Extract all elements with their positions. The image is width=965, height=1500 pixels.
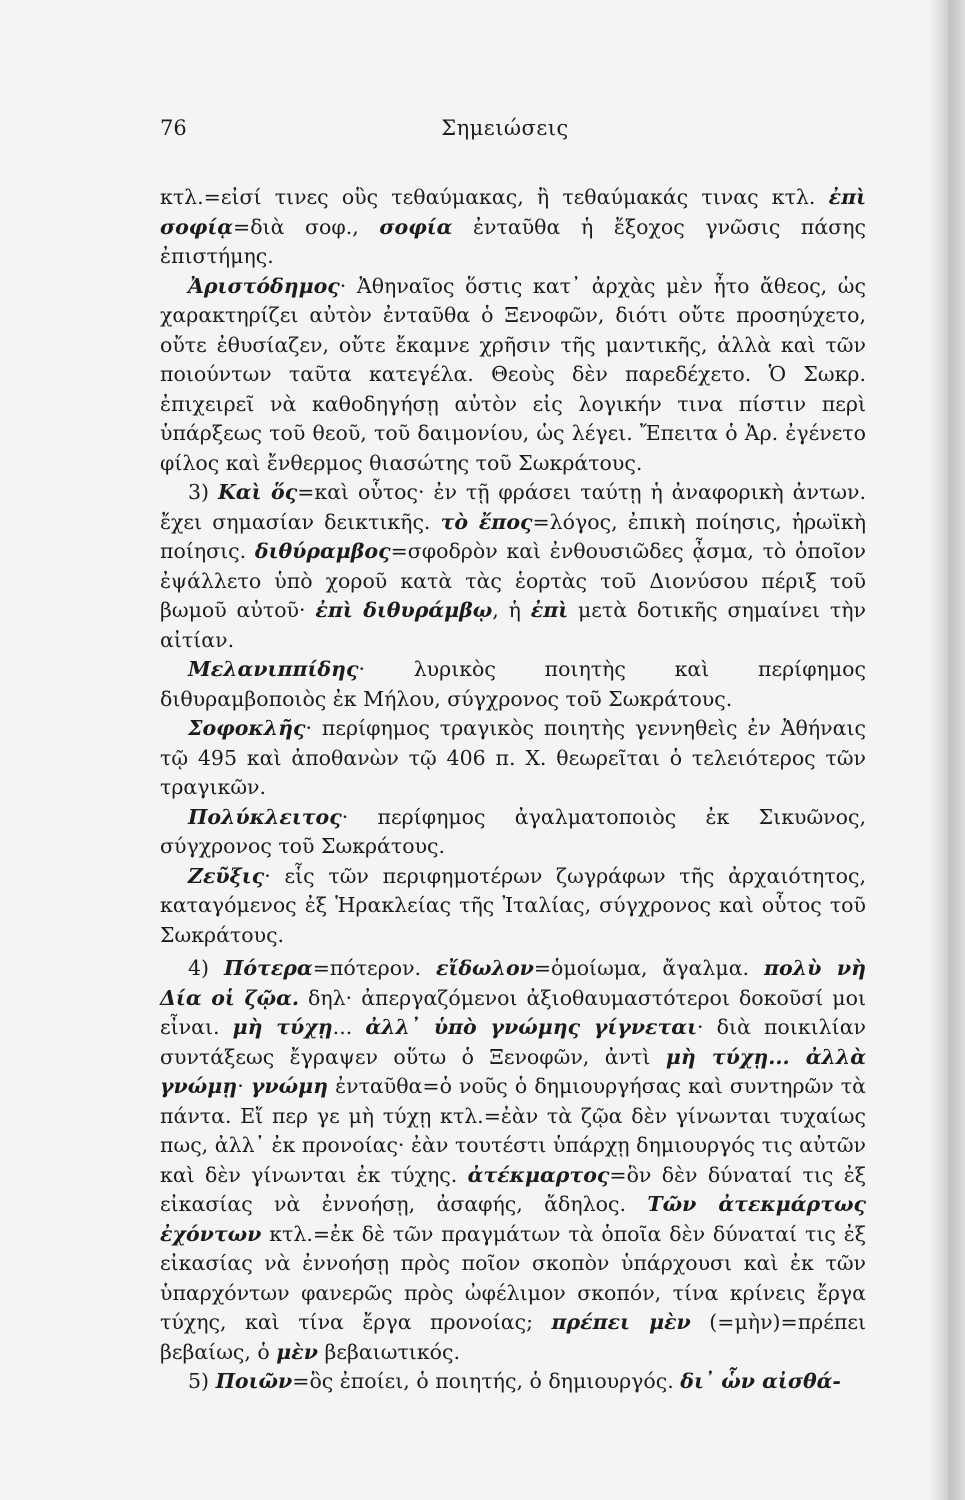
paragraph: Πολύκλειτος· περίφημος ἀγαλματοποιὸς ἐκ Σικυῶνος, σύγχρονος τοῦ Σωκράτους.	[160, 804, 866, 858]
page-number: 76	[160, 116, 187, 140]
paragraph: Ζεῦξις· εἷς τῶν περιφημοτέρων ζωγράφων τῆς ἀρχαιότητος, καταγόμενος ἐξ Ἡρακλείας τῆς Ἰταλίας, σύγχρονος καὶ οὗτος τοῦ Σωκράτους.	[160, 863, 866, 947]
paragraph: Μελανιππίδης· λυρικὸς ποιητὴς καὶ περίφημος διθυραμβοποιὸς ἐκ Μήλου, σύγχρονος τοῦ Σωκράτους.	[160, 657, 866, 711]
running-title: Σημειώσεις	[441, 116, 569, 140]
paragraph: κτλ.=εἰσί τινες οὓς τεθαύμακας, ἢ τεθαύμακάς τινας κτλ. ἐπὶ σοφίᾳ=διὰ σοφ., σοφία ἐνταῦθα ἡ ἔξοχος γνῶσις πάσης ἐπιστήμης.	[160, 185, 867, 268]
paragraph: 4) Πότερα=πότερον. εἴδωλον=ὁμοίωμα, ἄγαλμα. πολὺ νὴ Δία οἱ ζῷα. δηλ· ἀπεργαζόμενοι ἀξιοθαυμαστότεροι δοκοῦσί μοι εἶναι. μὴ τύχῃ... ἀλλ᾽ ὑπὸ γνώμης γίγνεται· διὰ ποικιλίαν συντάξεως ἔγραψεν οὕτω ὁ Ξενοφῶν, ἀντὶ μὴ τύχῃ... ἀλλὰ γνώμῃ· γνώμη ἐνταῦθα=ὁ νοῦς ὁ δημιουργήσας καὶ συντηρῶν τὰ πάντα. Εἴ περ γε μὴ τύχῃ κτλ.=ἐὰν τὰ ζῷα δὲν γίνωνται τυχαίως πως, ἀλλ᾽ ἐκ προνοίας· ἐὰν τουτέστι ὑπάρχῃ δημιουργός τις αὐτῶν καὶ δὲν γίνωνται ἐκ τύχης. ἀτέκμαρτος=ὃν δὲν δύναταί τις ἐξ εἰκασίας νὰ ἐννοήσῃ, ἀσαφής, ἄδηλος. Τῶν ἀτεκμάρτως ἐχόντων κτλ.=ἐκ δὲ τῶν πραγμάτων τὰ ὁποῖα δὲν δύναταί τις ἐξ εἰκασίας νὰ ἐννοήσῃ πρὸς ποῖον σκοπὸν ὑπάρχουσι καὶ ἐκ τῶν ὑπαρχόντων φανερῶς πρὸς ὠφέλιμον σκοπόν, τίνα κρίνεις ἔργα τύχης, καὶ τίνα ἔργα προνοίας; πρέπει μὲν (=μὴν)=πρέπει βεβαίως, ὁ μὲν βεβαιωτικός.	[160, 956, 866, 1364]
page-gutter-edge	[931, 0, 965, 1500]
paragraph: Σοφοκλῆς· περίφημος τραγικὸς ποιητὴς γεννηθεὶς ἐν Ἀθήναις τῷ 495 καὶ ἀποθανὼν τῷ 406 π. Χ. θεωρεῖται ὁ τελειότερος τῶν τραγικῶν.	[160, 716, 866, 799]
paragraph: 3) Καὶ ὅς=καὶ οὗτος· ἐν τῇ φράσει ταύτῃ ἡ ἀναφορικὴ ἀντων. ἔχει σημασίαν δεικτικῆς. τὸ ἔπος=λόγος, ἐπικὴ ποίησις, ἡρωϊκὴ ποίησις. διθύραμβος=σφοδρὸν καὶ ἐνθουσιῶδες ᾆσμα, τὸ ὁποῖον ἐψάλλετο ὑπὸ χοροῦ κατὰ τὰς ἑορτὰς τοῦ Διονύσου πέριξ τοῦ βωμοῦ αὐτοῦ· ἐπὶ διθυράμβῳ, ἡ ἐπὶ μετὰ δοτικῆς σημαίνει τὴν αἰτίαν.	[160, 480, 867, 652]
notes-body	[160, 183, 866, 1397]
page-header	[160, 108, 850, 148]
paragraph: Ἀριστόδημος· Ἀθηναῖος ὅστις κατ᾽ ἀρχὰς μὲν ἦτο ἄθεος, ὡς χαρακτηρίζει αὐτὸν ἐνταῦθα ὁ Ξενοφῶν, διότι οὔτε προσηύχετο, οὔτε ἐθυσίαζεν, οὔτε ἔκαμνε χρῆσιν τῆς μαντικῆς, ἀλλὰ καὶ τῶν ποιούντων ταῦτα κατεγέλα. Θεοὺς δὲν παρεδέχετο. Ὁ Σωκρ. ἐπιχειρεῖ νὰ καθοδηγήσῃ αὐτὸν εἰς λογικήν τινα πίστιν περὶ ὑπάρξεως τοῦ θεοῦ, τοῦ δαιμονίου, ὡς λέγει. Ἔπειτα ὁ Ἀρ. ἐγένετο φίλος καὶ ἔνθερμος θιασώτης τοῦ Σωκράτους.	[160, 273, 866, 475]
paragraph: 5) Ποιῶν=ὃς ἐποίει, ὁ ποιητής, ὁ δημιουργός. δι᾽ ὧν αἰσθά-	[188, 1369, 841, 1393]
